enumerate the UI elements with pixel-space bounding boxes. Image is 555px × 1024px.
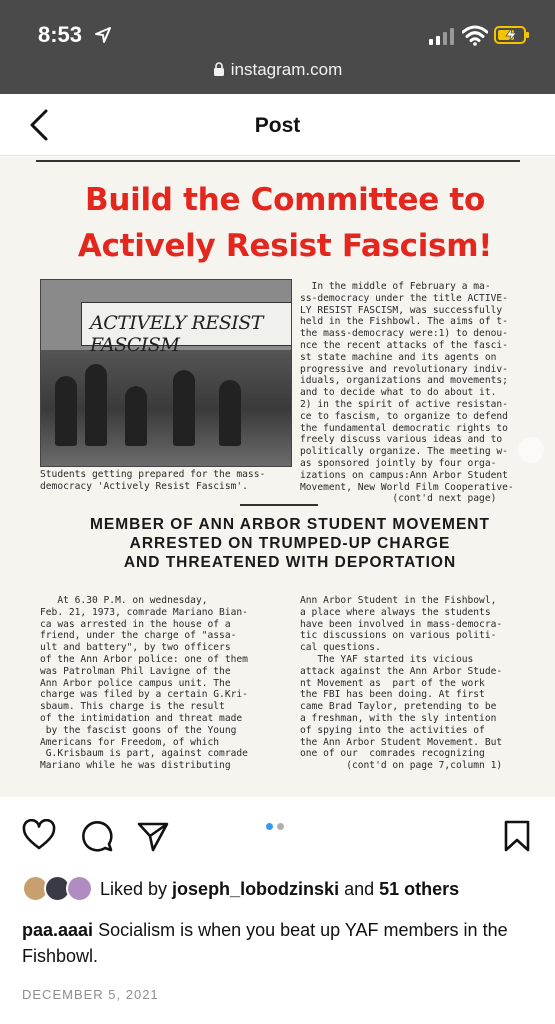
person-silhouette	[85, 364, 107, 446]
headline-line-2: Actively Resist Fascism!	[77, 228, 493, 264]
wifi-icon	[462, 24, 488, 46]
person-silhouette	[173, 370, 195, 446]
post-caption	[22, 917, 532, 969]
subhead-line-3: AND THREATENED WITH DEPORTATION	[123, 554, 457, 571]
article-column: Ann Arbor Student in the Fishbowl, a place where always the students have been involved in mass-democra- tic discussions on various politi- cal questions. The YAF started its vicious attack against the Ann Arbor Stude- nt Movement as part of the work the FBI has been doing. At first came Brad Taylor, pretending to be a freshman, with the sly intention of spying into the activities of the Ann Arbor Student Movement. But one of our comrades recognizing (cont'd on page 7,column 1)	[300, 595, 503, 772]
likes-prefix: Liked by	[100, 879, 173, 899]
post-header	[0, 94, 555, 156]
carousel-dot	[277, 823, 284, 830]
subhead-line-1: MEMBER OF ANN ARBOR STUDENT MOVEMENT	[90, 516, 490, 533]
crowd-shape	[41, 350, 292, 467]
likes-and: and	[339, 879, 380, 899]
location-arrow-icon	[94, 26, 112, 44]
liked-by-username[interactable]: joseph_lobodzinski	[172, 879, 340, 899]
article-column: At 6.30 P.M. on wednesday, Feb. 21, 1973, comrade Mariano Bian- ca was arrested in the house of a friend, under the charge of "assa- ult and battery", by two officers of the Ann Arbor police: one of them was Patrolman Phil Lavigne of the Ann Arbor police campus unit. The charge was filed by a certain G.Kri- sbaum. This charge is the result of the intimidation and threat made by the fascist goons of the Young Americans for Freedom, of which G.Krisbaum is part, against comrade Mariano while he was distributing	[40, 595, 248, 772]
url-bar[interactable]	[0, 60, 555, 80]
divider	[240, 504, 318, 506]
post-image[interactable]	[0, 157, 555, 797]
post-actions	[0, 797, 555, 877]
photo-caption: Students getting prepared for the mass- democracy 'Actively Resist Fascism'.	[40, 469, 266, 492]
post-date: DECEMBER 5, 2021	[22, 987, 159, 1002]
likes-text	[100, 879, 459, 900]
divider	[36, 160, 520, 162]
person-silhouette	[55, 376, 77, 446]
comment-icon[interactable]	[80, 819, 114, 853]
caption-username[interactable]: paa.aaai	[22, 920, 94, 940]
cellular-signal-icon	[428, 27, 456, 45]
caption-body: Socialism is when you beat up YAF members in the Fishbowl.	[22, 920, 508, 966]
headline-line-1: Build the Committee to	[85, 182, 485, 218]
heart-icon[interactable]	[22, 819, 56, 853]
person-silhouette	[219, 380, 241, 446]
carousel-indicator	[266, 817, 290, 825]
subhead-line-2: ARRESTED ON TRUMPED-UP CHARGE	[129, 535, 451, 552]
share-icon[interactable]	[136, 819, 170, 853]
battery-charging-icon	[494, 24, 530, 46]
next-image-button[interactable]	[518, 437, 544, 463]
status-time: 8:53	[38, 22, 83, 47]
article-column: In the middle of February a ma- ss-democracy under the title ACTIVE- LY RESIST FASCISM, was successfully held in the Fishbowl. The aims of t- the mass-democracy were:1) to denou- nce the recent attacks of the fasci- st state machine and its agents on progressive and revolutionary indiv- iduals, organizations and movements; and to decide what to do about it. 2) in the spirit of active resistan- ce to fascism, to organize to defend the fundamental democratic rights to freely discuss various ideas and to politically organize. The meeting w- as sponsored jointly by four orga- izations on campus:Ann Arbor Student Movement, New World Film Cooperative- (cont'd next page)	[300, 281, 514, 505]
lock-icon	[213, 62, 225, 76]
likes-row[interactable]	[0, 873, 555, 905]
carousel-dot-active	[266, 823, 273, 830]
newspaper-headline	[40, 177, 530, 269]
bookmark-icon[interactable]	[500, 819, 534, 853]
url-text: instagram.com	[230, 60, 343, 79]
page-title: Post	[254, 114, 301, 137]
newspaper-photo	[40, 279, 292, 467]
photo-banner: ACTIVELY RESIST FASCISM	[81, 302, 292, 346]
likes-others-count[interactable]: 51 others	[379, 879, 460, 899]
article-subheadline	[60, 515, 520, 572]
avatar[interactable]	[66, 875, 93, 902]
person-silhouette	[125, 386, 147, 446]
status-bar	[0, 0, 555, 94]
